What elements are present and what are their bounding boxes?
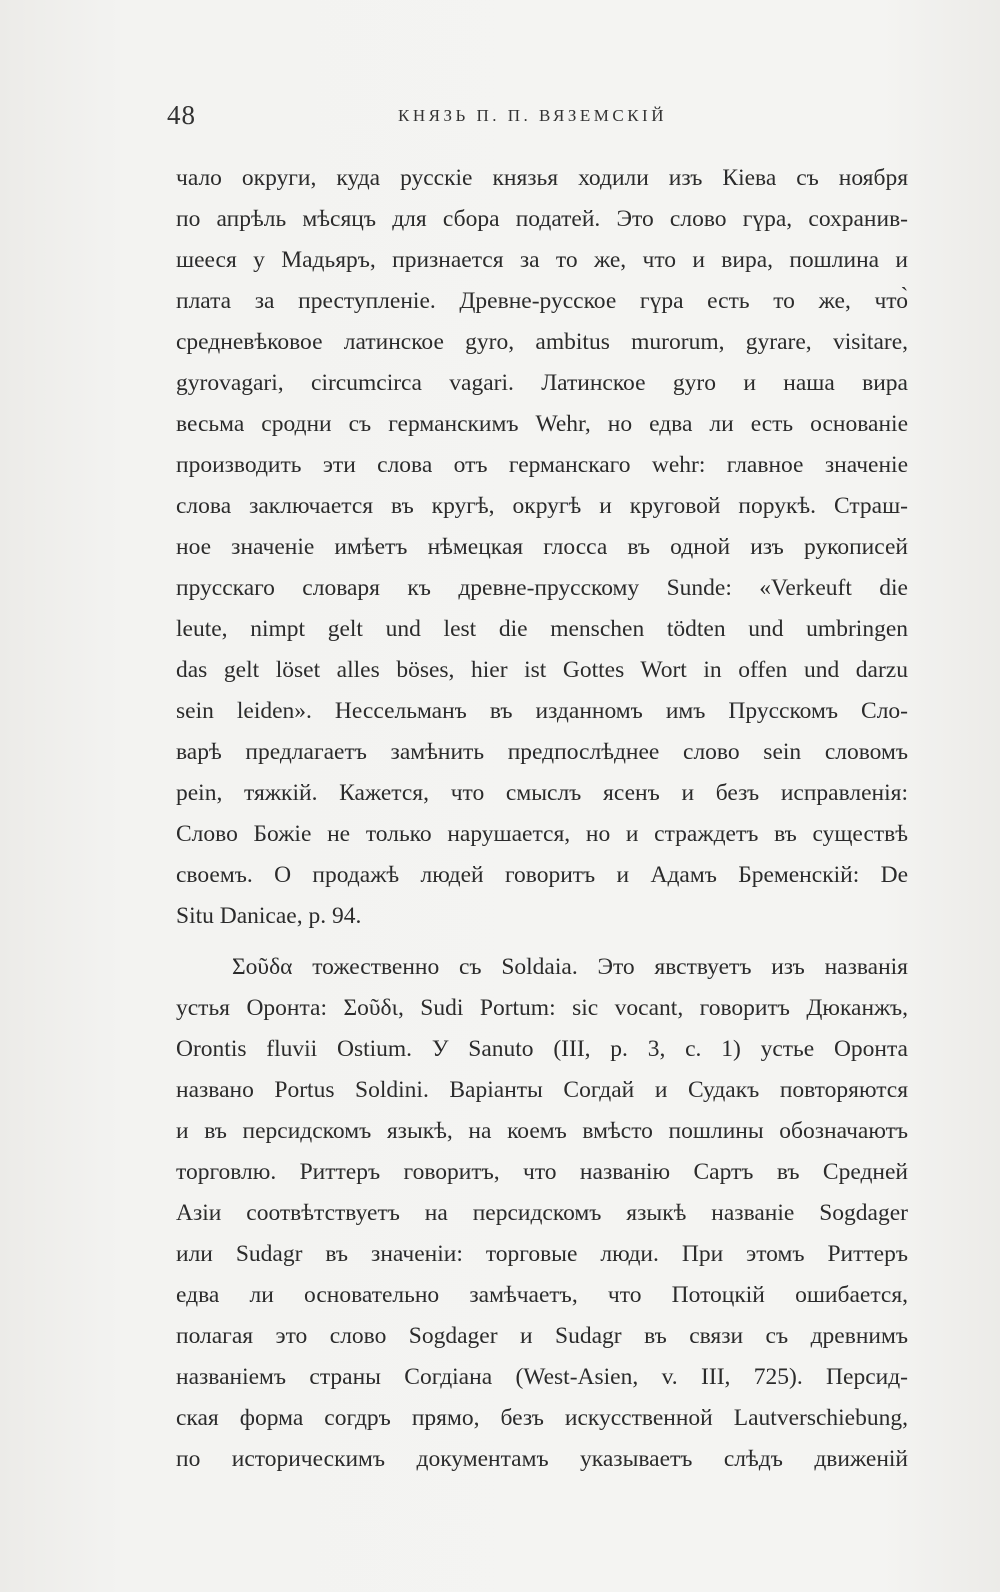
text-line: полагая это слово Sogdager и Sudagr въ связи съ древнимъ — [176, 1323, 908, 1349]
text-line: весьма сродни съ германскимъ Wehr, но едва ли есть основаніе — [176, 411, 908, 437]
text-line: чало округи, куда русскіе князья ходили изъ Кіева съ ноября — [176, 165, 908, 191]
body-text — [176, 158, 908, 1480]
paragraph-2 — [176, 947, 908, 1480]
text-line: своемъ. О продажѣ людей говоритъ и Адамъ Бременскій: De — [176, 862, 908, 888]
text-line: торговлю. Риттеръ говоритъ, что названію Сартъ въ Средней — [176, 1159, 908, 1185]
text-line: производить эти слова отъ германскаго wehr: главное значеніе — [176, 452, 908, 478]
text-line: по историческимъ документамъ указываетъ слѣдъ движеній — [176, 1446, 908, 1472]
text-line: названо Portus Soldini. Варіанты Согдай и Судакъ повторяются — [176, 1077, 908, 1103]
text-line: Situ Danicae, p. 94. — [176, 903, 362, 929]
text-line: leute, nimpt gelt und lest die menschen tödten und umbringen — [176, 616, 908, 642]
text-line: едва ли основательно замѣчаетъ, что Потоцкій ошибается, — [176, 1282, 908, 1308]
running-title: КНЯЗЬ П. П. ВЯЗЕМСКІЙ — [398, 106, 667, 125]
text-line: ное значеніе имѣетъ нѣмецкая глосса въ одной изъ рукописей — [176, 534, 908, 560]
text-line: или Sudagr въ значеніи: торговые люди. При этомъ Риттеръ — [176, 1241, 908, 1267]
paragraph-1 — [176, 158, 908, 937]
text-line: по апрѣль мѣсяцъ для сбора податей. Это слово гүра, сохранив- — [176, 206, 908, 232]
text-line: gyrovagari, circumcirca vagari. Латинское gyro и наша вира — [176, 370, 908, 396]
text-line: варѣ предлагаетъ замѣнить предпослѣднее слово sein словомъ — [176, 739, 908, 765]
text-line: прусскаго словаря къ древне-прусскому Sunde: «Verkeuft die — [176, 575, 908, 601]
text-line: и въ персидскомъ языкѣ, на коемъ вмѣсто пошлины обозначаютъ — [176, 1118, 908, 1144]
text-line: Азіи соотвѣтствуетъ на персидскомъ языкѣ названіе Sogdager — [176, 1200, 908, 1226]
text-line: плата за преступленіе. Древне-русское гүра есть то же, что̀ — [176, 288, 908, 314]
text-line: слова заключается въ кругѣ, округѣ и круговой порукѣ. Страш- — [176, 493, 908, 519]
text-line: Orontis fluvii Ostium. У Sanuto (III, p. 3, c. 1) устье Оронта — [176, 1036, 908, 1062]
text-line: Слово Божіе не только нарушается, но и страждетъ въ существѣ — [176, 821, 908, 847]
page-header — [165, 92, 915, 142]
text-line: das gelt löset alles böses, hier ist Gottes Wort in offen und darzu — [176, 657, 908, 683]
text-line: средневѣковое латинское gyro, ambitus murorum, gyrare, visitare, — [176, 329, 908, 355]
text-line: ская форма согдръ прямо, безъ искусственной Lautverschiebung, — [176, 1405, 908, 1431]
text-line: шееся у Мадьяръ, признается за то же, что и вира, пошлина и — [176, 247, 908, 273]
text-line: Σοῦδα тожественно съ Soldaia. Это явствуетъ изъ названія — [232, 954, 908, 980]
text-line: названіемъ страны Согдіана (West-Asien, v. III, 725). Персид- — [176, 1364, 908, 1390]
text-line: sein leiden». Нессельманъ въ изданномъ имъ Прусскомъ Сло- — [176, 698, 908, 724]
text-line: pein, тяжкій. Кажется, что смыслъ ясенъ и безъ исправленія: — [176, 780, 908, 806]
text-line: устья Оронта: Σοῦδι, Sudi Portum: sic vocant, говоритъ Дюканжъ, — [176, 995, 908, 1021]
page-number: 48 — [167, 100, 196, 130]
